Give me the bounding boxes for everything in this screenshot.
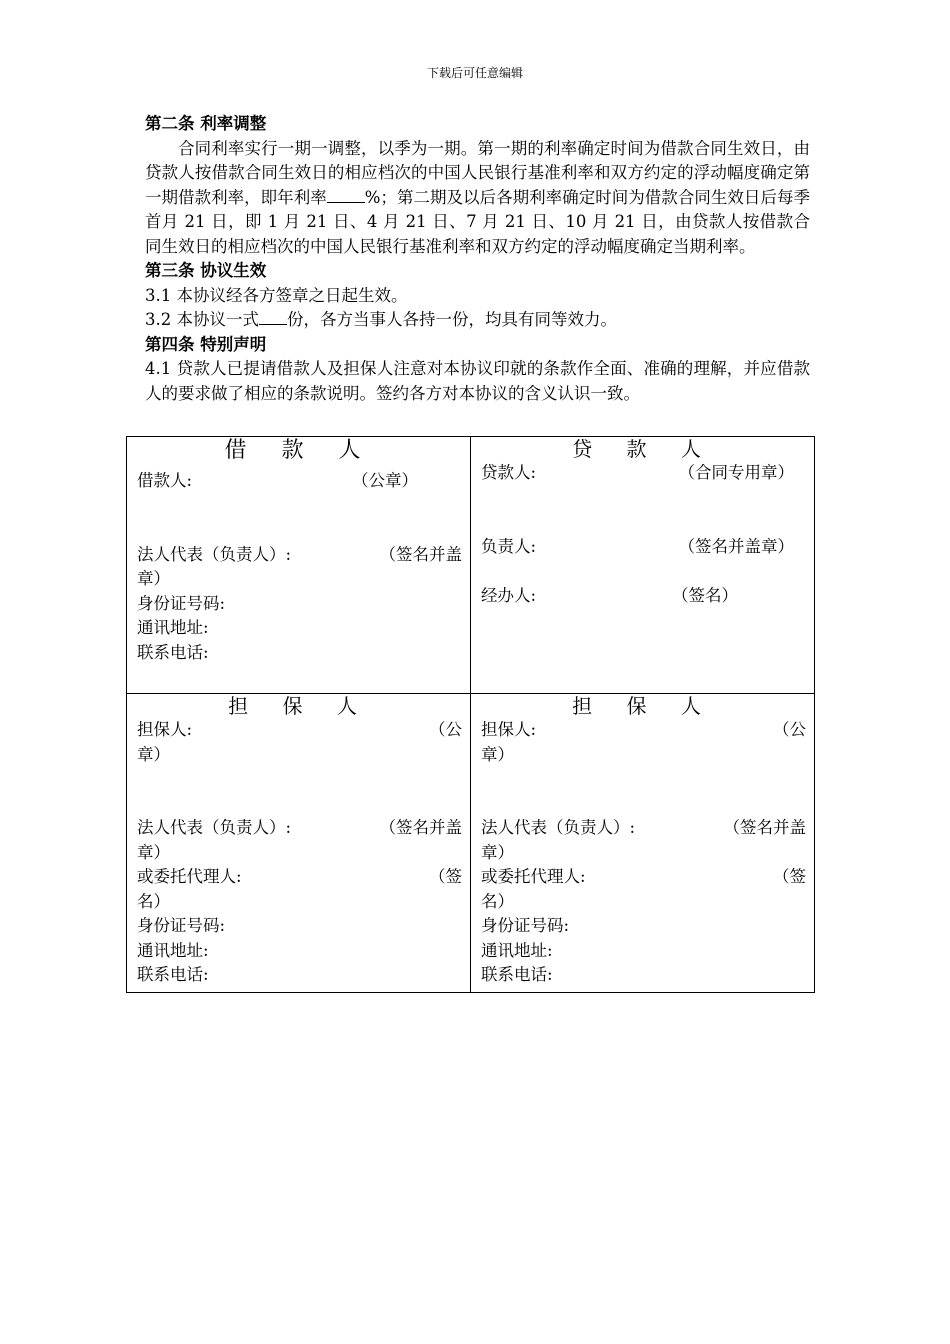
article4-heading: 第四条 特别声明 — [145, 334, 267, 354]
guarantor1-phone-label: 联系电话: — [137, 965, 209, 984]
guarantor2-rep-seal-cont: 章） — [481, 842, 514, 862]
borrower-rep-label: 法人代表（负责人）: — [137, 544, 292, 564]
borrower-name-row — [137, 469, 462, 494]
guarantor2-seal-cont: 章） — [481, 744, 514, 764]
guarantor2-proxy-label: 或委托代理人: — [481, 867, 586, 886]
guarantor1-seal: （公 — [429, 720, 462, 739]
borrower-name-label: 借款人: — [137, 471, 193, 490]
guarantor1-proxy-label: 或委托代理人: — [137, 867, 242, 886]
guarantor1-addr-label: 通讯地址: — [137, 940, 209, 960]
guarantor2-name-row — [481, 718, 806, 743]
borrower-id-label: 身份证号码: — [137, 593, 226, 613]
lender-cell — [471, 437, 815, 694]
interest-rate-blank — [327, 188, 365, 203]
guarantor1-rep-row — [137, 816, 462, 841]
guarantor1-proxy-row — [137, 865, 462, 890]
borrower-cell — [127, 437, 471, 694]
guarantor1-name-label: 担保人: — [137, 720, 193, 739]
article3-heading: 第三条 协议生效 — [145, 261, 267, 280]
guarantor2-cell — [471, 694, 815, 993]
guarantor2-rep-label: 法人代表（负责人）: — [481, 818, 636, 837]
guarantor2-name-label: 担保人: — [481, 720, 537, 739]
borrower-rep-seal-cont: 章） — [137, 569, 170, 588]
copies-blank — [259, 310, 287, 325]
article2-text-a: 合同利率实行一期一调整，以季为一期。第一期的利率确定时间为借款合同生效日，由贷款人按借款合同生效日的相应档次的中国人民银行基准利率和双方约定的浮动幅度确定第一期借款利率，即年利率 — [145, 138, 810, 207]
lender-title: 贷 款 人 — [572, 437, 715, 461]
lender-seal: （合同专用章） — [678, 463, 794, 482]
article3-item2-b: 份，各方当事人各持一份，均具有同等效力。 — [287, 310, 617, 329]
guarantor1-name-row — [137, 718, 462, 743]
article2-text-b: %；第二期及以后各期利率确定时间为借款合同生效日后每季首月 21 日，即 1 月 21 日、4 月 21 日、7 月 21 日、10 月 21 日，由贷款人按借款合同生效日的相应档次的中国人民银行基准利率和双方约定的浮动幅度确定当期利率。 — [145, 187, 810, 256]
guarantor1-proxy-seal: （签 — [429, 867, 462, 886]
contract-body — [145, 112, 810, 406]
borrower-rep-row — [137, 543, 462, 568]
guarantor1-rep-label: 法人代表（负责人）: — [137, 818, 292, 837]
page-header: 下载后可任意编辑 — [426, 66, 523, 80]
guarantor2-rep-row — [481, 816, 806, 841]
article3-item2-a: 3.2 本协议一式 — [145, 310, 259, 329]
borrower-rep-seal: （签名并盖 — [379, 544, 462, 564]
lender-head-seal: （签名并盖章） — [678, 536, 794, 556]
lender-name-label: 贷款人: — [481, 463, 537, 482]
lender-agent-row — [481, 584, 806, 609]
guarantor1-proxy-seal-cont: 名） — [137, 891, 170, 911]
guarantor2-proxy-seal-cont: 名） — [481, 891, 514, 911]
borrower-title: 借 款 人 — [224, 438, 375, 463]
guarantor2-proxy-seal: （签 — [773, 867, 806, 886]
guarantor1-id-label: 身份证号码: — [137, 916, 226, 935]
borrower-phone-label: 联系电话: — [137, 642, 209, 662]
borrower-seal: （公章） — [352, 471, 418, 490]
article2-heading: 第二条 利率调整 — [145, 114, 267, 133]
guarantor1-seal-cont: 章） — [137, 744, 170, 764]
guarantor2-proxy-row — [481, 865, 806, 890]
article3-item1: 3.1 本协议经各方签章之日起生效。 — [145, 285, 408, 305]
guarantor1-rep-seal-cont: 章） — [137, 842, 170, 862]
guarantor2-title: 担 保 人 — [572, 694, 715, 718]
guarantor1-title: 担 保 人 — [228, 694, 371, 718]
article2-text — [145, 137, 810, 260]
guarantor1-cell — [127, 694, 471, 993]
article3-item2 — [145, 308, 810, 333]
article4-item1: 4.1 贷款人已提请借款人及担保人注意对本协议印就的条款作全面、准确的理解，并应借款人的要求做了相应的条款说明。签约各方对本协议的含义认识一致。 — [145, 359, 810, 403]
guarantor2-id-label: 身份证号码: — [481, 916, 570, 935]
guarantor2-seal: （公 — [773, 720, 806, 739]
lender-agent-seal: （签名） — [672, 585, 738, 605]
guarantor2-phone-label: 联系电话: — [481, 965, 553, 984]
borrower-addr-label: 通讯地址: — [137, 618, 209, 637]
lender-agent-label: 经办人: — [481, 585, 537, 605]
guarantor2-rep-seal: （签名并盖 — [723, 818, 806, 837]
guarantor1-rep-seal: （签名并盖 — [379, 818, 462, 837]
signature-table — [126, 436, 815, 993]
guarantor2-addr-label: 通讯地址: — [481, 940, 553, 960]
lender-head-row — [481, 535, 806, 560]
lender-name-row — [481, 461, 806, 486]
lender-head-label: 负责人: — [481, 536, 537, 556]
